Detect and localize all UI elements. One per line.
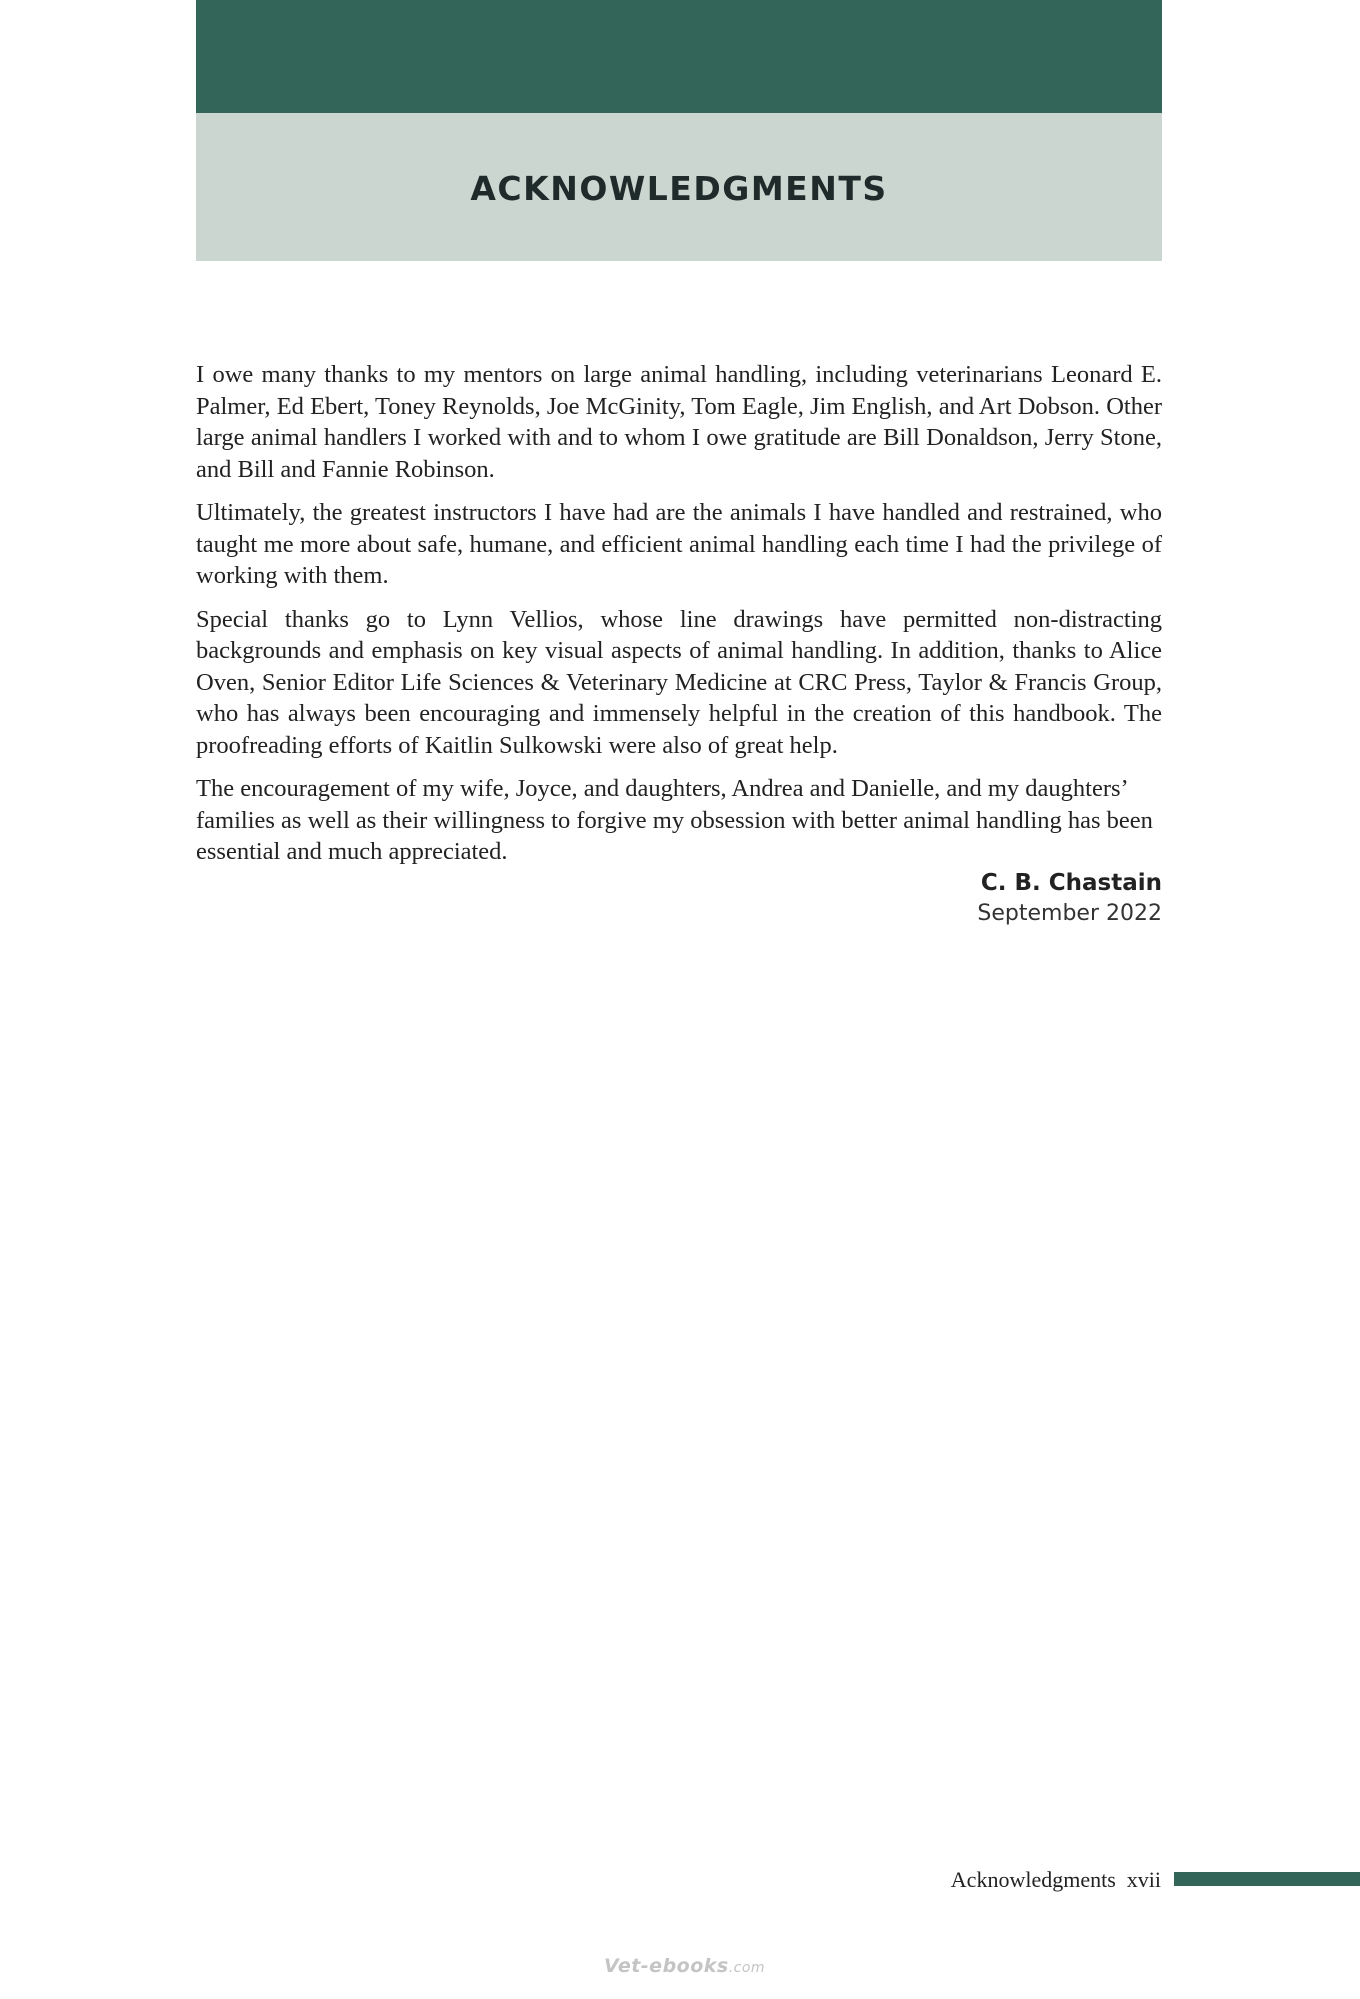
header-band	[196, 0, 1162, 113]
signature-date: September 2022	[977, 901, 1162, 926]
paragraph-family: The encouragement of my wife, Joyce, and daughters, Andrea and Danielle, and my daughters’ families as well as their willingness to forgive my obsession with better animal handling has been essential and much appreciated.	[196, 775, 1153, 865]
watermark-text: Vet-ebooks	[604, 1955, 729, 1977]
signature-block	[977, 868, 1162, 929]
footer-accent-bar	[1174, 1872, 1360, 1886]
paragraph-mentors: I owe many thanks to my mentors on large animal handling, including veterinarians Leonard E. Palmer, Ed Ebert, Toney Reynolds, Joe McGinity, Tom Eagle, Jim English, and Art Dobson. Other large animal handlers I worked with and to whom I owe gratitude are Bill Donaldson, Jerry Stone, and Bill and Fannie Robinson.	[196, 361, 1162, 483]
page-title: ACKNOWLEDGMENTS	[470, 168, 888, 208]
watermark-suffix: .com	[728, 1960, 766, 1976]
watermark	[604, 1955, 765, 1977]
author-name: C. B. Chastain	[980, 870, 1162, 896]
acknowledgments-body	[196, 359, 1162, 868]
paragraph-special-thanks: Special thanks go to Lynn Vellios, whose line drawings have permitted non-distracting backgrounds and emphasis on key visual aspects of animal handling. In addition, thanks to Alice Oven, Senior Editor Life Sciences & Veterinary Medicine at CRC Press, Taylor & Francis Group, who has always been encouraging and immensely helpful in the creation of this handbook. The proofreading efforts of Kaitlin Sulkowski were also of great help.	[196, 605, 1162, 759]
paragraph-instructors: Ultimately, the greatest instructors I have had are the animals I have handled and restrained, who taught me more about safe, humane, and efficient animal handling each time I had the privilege of working with them.	[196, 499, 1162, 589]
running-footer: Acknowledgments xvii	[950, 1867, 1161, 1892]
title-band	[196, 113, 1162, 261]
